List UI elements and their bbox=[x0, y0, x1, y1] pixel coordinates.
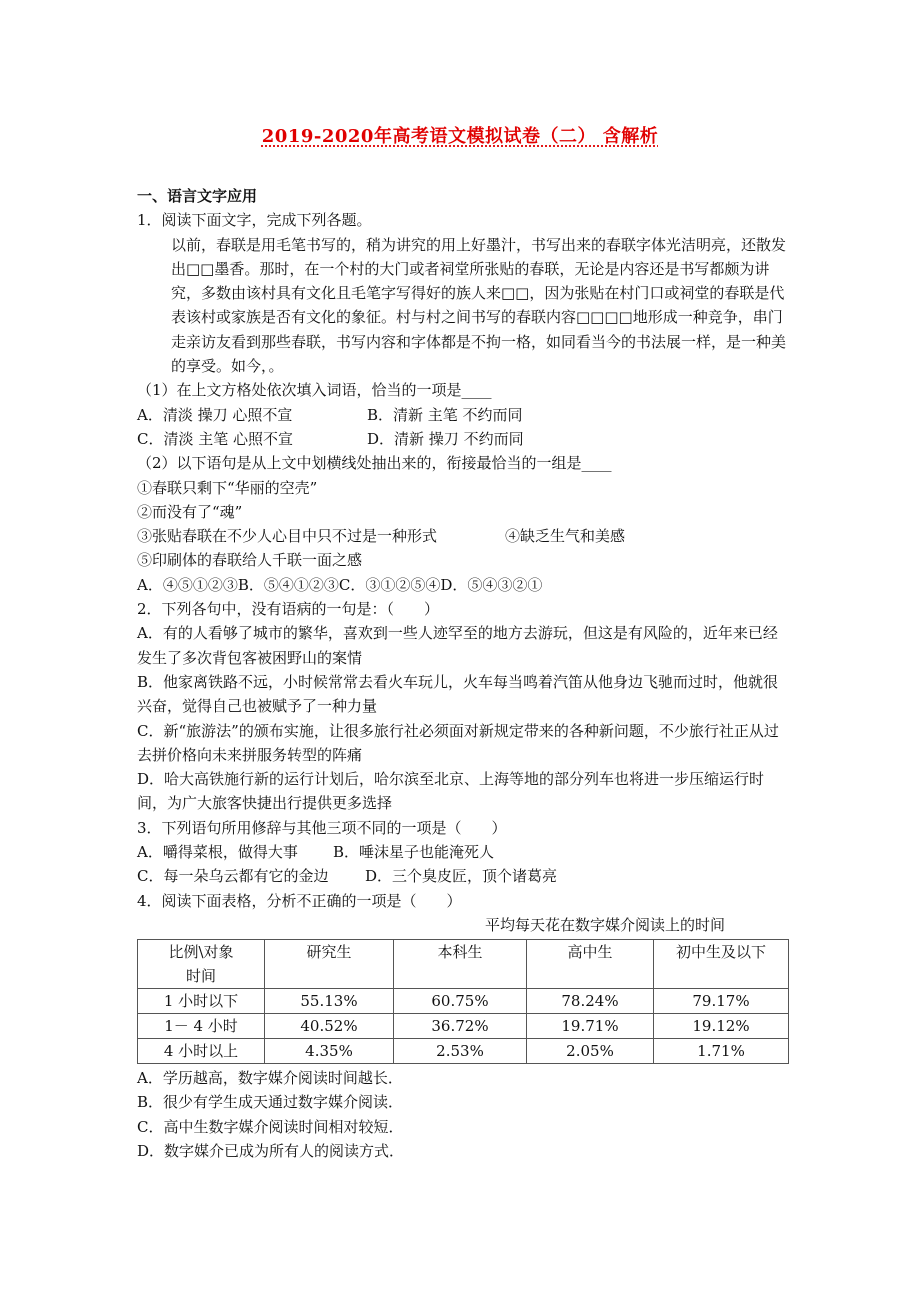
question-4-stem: 4．阅读下面表格，分析不正确的一项是（ ） bbox=[137, 891, 462, 910]
table-cell: 78.24% bbox=[527, 988, 654, 1013]
sub1-option-b: B．清新 主笔 不约而同 bbox=[367, 405, 523, 424]
question-2-option-b: B．他家离铁路不远，小时候常常去看火车玩儿，火车每当鸣着汽笛从他身边飞驰而过时，他就很兴奋，觉得自己也被赋予了一种力量 bbox=[137, 672, 779, 716]
document-body bbox=[137, 184, 787, 1163]
table-cell: 19.12% bbox=[654, 1013, 789, 1038]
document-title bbox=[0, 122, 920, 148]
question-3-option-c: C．每一朵乌云都有它的金边 bbox=[137, 867, 329, 886]
table-cell: 19.71% bbox=[527, 1013, 654, 1038]
table-caption: 平均每天花在数字媒介阅读上的时间 bbox=[484, 915, 725, 934]
q3-options-row-1 bbox=[137, 840, 787, 864]
row-label: 4 小时以上 bbox=[138, 1038, 265, 1063]
reading-time-table bbox=[137, 939, 789, 1064]
table-header-cell: 初中生及以下 bbox=[654, 939, 789, 988]
sub1-options-row-2 bbox=[137, 427, 787, 451]
section-heading: 一、语言文字应用 bbox=[137, 187, 258, 205]
table-cell: 2.53% bbox=[394, 1038, 527, 1063]
sub2-item-2: ②而没有了“魂” bbox=[137, 502, 243, 521]
table-header-cell: 研究生 bbox=[265, 939, 394, 988]
question-2-option-c: C．新“旅游法”的颁布实施，让很多旅行社必须面对新规定带来的各种新问题，不少旅行社正从过去拼价格向未来拼服务转型的阵痛 bbox=[137, 721, 779, 764]
table-cell: 79.17% bbox=[654, 988, 789, 1013]
question-3-option-a: A．嚼得菜根，做得大事 bbox=[137, 843, 298, 862]
sub2-item-1: ①春联只剩下“华丽的空壳” bbox=[137, 478, 318, 497]
sub1-option-a: A．清淡 操刀 心照不宣 bbox=[137, 405, 293, 424]
question-4-option-a: A．学历越高，数字媒介阅读时间越长． bbox=[137, 1068, 403, 1087]
table-header-cell: 高中生 bbox=[527, 939, 654, 988]
sub2-item-3: ③张贴春联在不少人心目中只不过是一种形式 bbox=[137, 527, 438, 546]
question-2-stem: 2．下列各句中，没有语病的一句是：（ ） bbox=[137, 600, 440, 619]
table-cell: 36.72% bbox=[394, 1013, 527, 1038]
corner-label-top: 比例\对象 bbox=[168, 942, 234, 961]
sub1-option-c: C．清淡 主笔 心照不宣 bbox=[137, 429, 294, 448]
table-cell: 2.05% bbox=[527, 1038, 654, 1063]
sub1-option-d: D．清新 操刀 不约而同 bbox=[367, 429, 524, 448]
table-row bbox=[138, 1013, 789, 1038]
table-cell: 1.71% bbox=[654, 1038, 789, 1063]
question-1-passage: 以前，春联是用毛笔书写的，稍为讲究的用上好墨汁，书写出来的春联字体光洁明亮，还散发出□□墨香。那时，在一个村的大门或者祠堂所张贴的春联，无论是内容还是书写都颇为讲究，多数由该村具有文化且毛笔字写得好的族人来□□，因为张贴在村门口或祠堂的春联是代表该村或家族是否有文化的象征。村与村之间书写的春联内容□□□□地形成一种竞争，串门走亲访友看到那些春联，书写内容和字体都是不拘一格，如同看当今的书法展一样，是一种美的享受。如今，。 bbox=[171, 235, 787, 376]
table-row bbox=[138, 988, 789, 1013]
question-2-option-a: A．有的人看够了城市的繁华，喜欢到一些人迹罕至的地方去游玩，但这是有风险的，近年来已经发生了多次背包客被困野山的案情 bbox=[137, 624, 778, 667]
question-4-option-c: C．高中生数字媒介阅读时间相对较短． bbox=[137, 1117, 404, 1136]
sub1-options-row-1 bbox=[137, 403, 787, 427]
question-3-stem: 3．下列语句所用修辞与其他三项不同的一项是（ ） bbox=[137, 818, 507, 837]
table-corner-cell bbox=[138, 939, 265, 988]
table-cell: 55.13% bbox=[265, 988, 394, 1013]
row-label: 1－ 4 小时 bbox=[138, 1013, 265, 1038]
question-1-sub1: （1）在上文方格处依次填入词语，恰当的一项是____ bbox=[137, 381, 492, 400]
sub2-item-5: ⑤印刷体的春联给人千联一面之感 bbox=[137, 551, 363, 570]
corner-label-bottom: 时间 bbox=[185, 966, 216, 985]
question-4-option-b: B．很少有学生成天通过数字媒介阅读． bbox=[137, 1093, 404, 1112]
table-header-cell: 本科生 bbox=[394, 939, 527, 988]
question-4-option-d: D．数字媒介已成为所有人的阅读方式． bbox=[137, 1141, 405, 1160]
sub2-items-row bbox=[137, 524, 787, 548]
q3-options-row-2 bbox=[137, 864, 787, 888]
table-row bbox=[138, 1038, 789, 1063]
title-text: 2019-2020年高考语文模拟试卷（二） 含解析 bbox=[261, 126, 659, 147]
table-cell: 40.52% bbox=[265, 1013, 394, 1038]
sub2-options: A．④⑤①②③B．⑤④①②③C．③①②⑤④D．⑤④③②① bbox=[137, 575, 543, 594]
question-3-option-b: B．唾沫星子也能淹死人 bbox=[333, 843, 495, 862]
table-cell: 4.35% bbox=[265, 1038, 394, 1063]
question-2-option-d: D．哈大高铁施行新的运行计划后，哈尔滨至北京、上海等地的部分列车也将进一步压缩运行时间，为广大旅客快捷出行提供更多选择 bbox=[137, 770, 765, 813]
question-1-sub2: （2）以下语句是从上文中划横线处抽出来的，衔接最恰当的一组是____ bbox=[137, 454, 612, 473]
row-label: 1 小时以下 bbox=[138, 988, 265, 1013]
table-cell: 60.75% bbox=[394, 988, 527, 1013]
question-1-stem: 1．阅读下面文字，完成下列各题。 bbox=[137, 211, 372, 230]
table-header-row bbox=[138, 939, 789, 988]
question-3-option-d: D．三个臭皮匠，顶个诸葛亮 bbox=[365, 867, 558, 886]
sub2-item-4: ④缺乏生气和美感 bbox=[505, 527, 626, 546]
